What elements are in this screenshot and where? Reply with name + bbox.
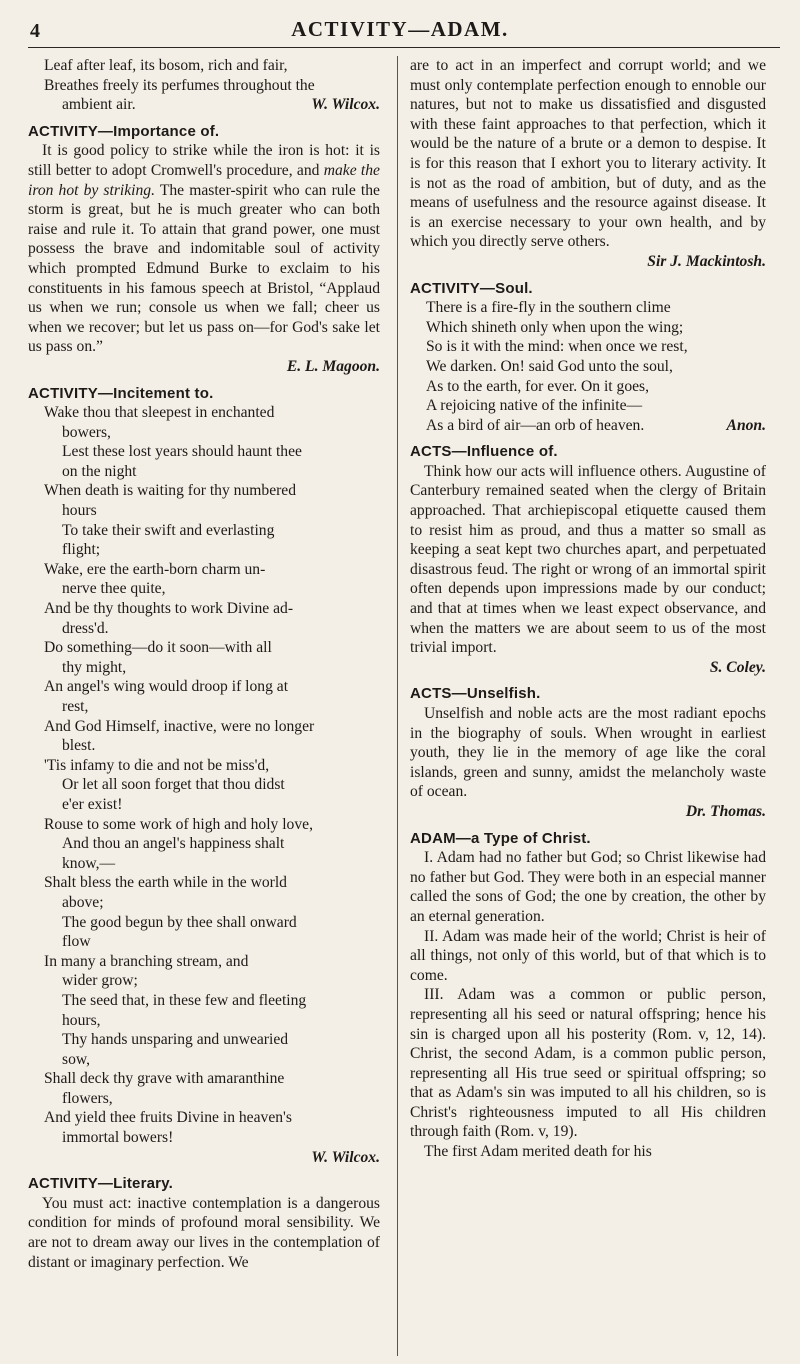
verse-line: e'er exist! [62, 795, 123, 813]
verse-line: Shalt bless the earth while in the world [44, 874, 287, 892]
opening-author: W. Wilcox. [311, 96, 380, 114]
verse-line: And thou an angel's happiness shalt [62, 835, 285, 853]
verse-line: When death is waiting for thy numbered [44, 482, 297, 500]
section-heading: ADAM—a Type of Christ. [410, 829, 591, 847]
section-paragraph: are to act in an imperfect and corrupt world; and we must only contemplate perfection enough to ennoble our natures, but not to make us dissatisfied and disgusted with these faint approaches to that perfection, which it would be the nature of a brute or a demon to despise. It is for this reason that I exhort you to literary activity. It is not as the road of ambition, but of duty, and as the means of usefulness and the resource against disease. It is an exercise necessary to your own health, and by which you directly serve others. [410, 57, 766, 251]
verse-line: know,— [62, 854, 116, 872]
verse-line: Rouse to some work of high and holy love, [44, 815, 313, 833]
verse-line: There is a fire-fly in the southern clime [426, 299, 671, 317]
verse-line: Breathes freely its perfumes throughout the [44, 76, 315, 94]
paragraph-text: The master-spirit who can rule the storm is great, but he is much greater who can both raise and rule it. To attain that grand power, one must possess the brave and indomitable soul of activity which prompted Edmund Burke to exclaim to his constituents in his famous speech at Bristol, “Applaud us when we run; console us when we fall; cheer us when we recover; but let us pass on—for God's sake let us pass on.” [28, 181, 380, 356]
verse-line-text: As a bird of air—an orb of heaven. [426, 416, 645, 434]
section-paragraph: Unselfish and noble acts are the most radiant epochs in the biography of souls. When wrought in earliest youth, they lie in the memory of age like the coral islands, green and sunny, amidst the melancholy waste of ocean. [410, 705, 766, 801]
verse-line: We darken. On! said God unto the soul, [426, 357, 673, 375]
verse-line: rest, [62, 698, 89, 715]
left-column [28, 56, 380, 1272]
verse-line: Wake, ere the earth-born charm un- [44, 560, 266, 578]
verse-line: Leaf after leaf, its bosom, rich and fair, [44, 57, 288, 74]
section-heading: ACTIVITY—Importance of. [28, 122, 220, 140]
verse-line: A rejoicing native of the infinite— [426, 397, 643, 415]
verse-line: bowers, [62, 423, 111, 441]
attribution: Dr. Thomas. [685, 802, 766, 820]
verse-line: sow, [62, 1050, 91, 1068]
incitement-verse [28, 403, 380, 1148]
emphasis-text: make the iron hot by striking. [28, 161, 380, 199]
section-heading: ACTIVITY—Literary. [28, 1175, 174, 1193]
section-paragraph: Think how our acts will influence others. Augustine of Canterbury remained seated when the clergy of Britain approached. That archiepiscopal etiquette caused them to resist him as proud, and thus a matter so small as keeping a seat kept two churches apart, and perpetuated disastrous feud. The right or wrong of an immortal spirit often depends upon impressions made by our conduct; and that at times when we least expect observance, and when the matters we are about seem to us of the most trivial import. [410, 462, 766, 657]
section-heading: ACTIVITY—Incitement to. [28, 384, 214, 402]
section-heading: ACTS—Unselfish. [410, 685, 541, 703]
verse-line: flowers, [62, 1089, 113, 1107]
verse-line: Do something—do it soon—with all [44, 639, 272, 657]
section-paragraph: The first Adam merited death for his [424, 1143, 652, 1161]
section-heading: ACTS—Influence of. [410, 443, 558, 461]
verse-line: And be thy thoughts to work Divine ad- [44, 600, 294, 618]
right-column [410, 56, 766, 1162]
running-title: ACTIVITY—ADAM. [291, 17, 509, 41]
verse-line: Or let all soon forget that thou didst [62, 776, 285, 794]
verse-line: So is it with the mind: when once we rest, [426, 338, 688, 356]
verse-line: Shall deck thy grave with amaranthine [44, 1070, 285, 1088]
verse-line [410, 416, 766, 436]
verse-line: above; [62, 893, 104, 911]
verse-line: And God Himself, inactive, were no longer [44, 717, 315, 735]
verse-line: Thy hands unsparing and unwearied [62, 1031, 289, 1049]
section-heading: ACTIVITY—Soul. [410, 279, 533, 297]
column-divider [397, 56, 398, 1356]
verse-line: 'Tis infamy to die and not be miss'd, [44, 756, 270, 774]
verse-line: thy might, [62, 658, 127, 676]
verse-line: hours [62, 502, 97, 520]
attribution: Anon. [726, 416, 766, 434]
verse-line: on the night [62, 462, 137, 480]
section-paragraph [28, 141, 380, 357]
attribution: S. Coley. [709, 658, 766, 676]
page-number: 4 [30, 20, 40, 42]
verse-line: blest. [62, 737, 96, 755]
verse-line: flow [62, 933, 91, 951]
verse-line: As to the earth, for ever. On it goes, [426, 377, 650, 395]
verse-line: nerve thee quite, [62, 580, 166, 598]
section-paragraph: III. Adam was a common or public person, representing all his seed or natural offspring; hence his sin is charged upon all his posterity (Rom. v, 12, 14). Christ, the second Adam, is a common public person, representing all His true seed or spiritual offspring; so that as Adam's sin was imputed to all his children, so is Christ's righteousness imputed to all His children through faith (Rom. v, 19). [410, 986, 766, 1141]
verse-line: dress'd. [62, 619, 109, 637]
verse-line-text: ambient air. [62, 96, 136, 114]
attribution: Sir J. Mackintosh. [647, 252, 766, 270]
verse-line: immortal bowers! [62, 1129, 174, 1147]
attribution: W. Wilcox. [311, 1148, 380, 1166]
section-paragraph: I. Adam had no father but God; so Christ likewise had no father but God. They were both in an especial manner called the sons of God; the one by creation, the other by an eternal generation. [410, 849, 766, 925]
verse-line: In many a branching stream, and [44, 952, 249, 970]
verse-line: hours, [62, 1011, 101, 1029]
verse-line: To take their swift and everlasting [62, 521, 275, 539]
verse-line: Lest these lost years should haunt thee [62, 443, 302, 461]
soul-verse [410, 298, 766, 435]
verse-line: flight; [62, 541, 101, 559]
header-rule [28, 47, 780, 48]
verse-line: The seed that, in these few and fleeting [62, 991, 307, 1009]
verse-line [28, 95, 380, 115]
section-paragraph: You must act: inactive contemplation is a dangerous condition for minds of profound moral sensibility. We are not to dream away our lives in the contemplation of distant or imaginary perfection. We [28, 1194, 380, 1271]
verse-line: The good begun by thee shall onward [62, 913, 297, 931]
verse-line: And yield thee fruits Divine in heaven's [44, 1109, 292, 1127]
verse-line: wider grow; [62, 972, 138, 990]
verse-line: Which shineth only when upon the wing; [426, 318, 684, 336]
verse-line: An angel's wing would droop if long at [44, 678, 289, 696]
opening-verse [28, 56, 380, 115]
verse-line: Wake thou that sleepest in enchanted [44, 404, 275, 422]
section-paragraph: II. Adam was made heir of the world; Christ is heir of all things, not only of this world, but of that which is to come. [410, 927, 766, 984]
paragraph-text: It is good policy to strike while the iron is hot: it is still better to adopt Cromwell's procedure, and [28, 142, 380, 179]
attribution: E. L. Magoon. [286, 357, 380, 375]
